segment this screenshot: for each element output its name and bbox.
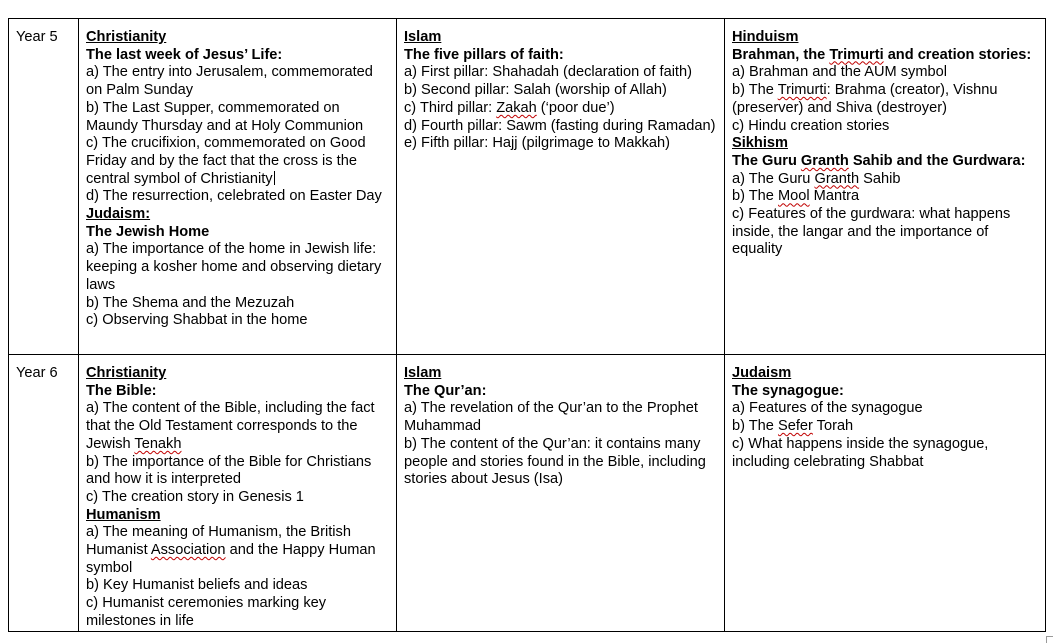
topic-heading: The five pillars of faith: (404, 46, 564, 63)
list-item: c) The creation story in Genesis 1 (86, 488, 304, 505)
subject-heading: Islam (404, 365, 442, 381)
topic-heading: The last week of Jesus’ Life: (86, 46, 283, 63)
list-item: b) The Last Supper, commemorated on Maundy Thursday and at Holy Communion (86, 99, 364, 134)
list-item: a) First pillar: Shahadah (declaration of faith) (404, 64, 692, 81)
subject-heading: Christianity (86, 29, 167, 45)
topic-heading: The Jewish Home (86, 223, 210, 240)
spellcheck-word: Sefer (777, 418, 813, 435)
cell-islam-year5[interactable] (397, 19, 725, 355)
topic-heading: Brahman, the Trimurti and creation stories: (732, 46, 1032, 63)
list-item: a) The Guru Granth Sahib (732, 170, 901, 187)
list-item: a) The meaning of Humanism, the British Humanist Association and the Happy Human symbol (86, 524, 376, 576)
list-item: b) The content of the Qur’an: it contains many people and stories found in the Bible, including stories about Jesus (Isa) (404, 435, 706, 488)
cell-christianity-humanism-year6[interactable] (79, 355, 397, 632)
cell-judaism-year6[interactable] (725, 355, 1046, 632)
list-item: b) The Shema and the Mezuzah (86, 294, 295, 311)
text-cursor (274, 171, 275, 185)
spellcheck-word: Tenakh (134, 435, 182, 452)
list-item: c) Observing Shabbat in the home (86, 312, 308, 329)
list-item (86, 135, 390, 188)
list-item: c) Third pillar: Zakah (‘poor due’) (404, 99, 615, 116)
list-item: a) Brahman and the AUM symbol (732, 64, 947, 81)
resize-corner (1046, 636, 1053, 643)
subject-heading: Judaism: (86, 206, 151, 223)
year-cell: Year 6 (9, 355, 79, 632)
list-item: b) The Mool Mantra (732, 188, 860, 205)
topic-heading: The synagogue: (732, 382, 844, 399)
list-item: b) The importance of the Bible for Christians and how it is interpreted (86, 453, 372, 488)
subject-heading: Sikhism (732, 135, 788, 152)
list-item: d) Fourth pillar: Sawm (fasting during Ramadan) (404, 117, 716, 134)
subject-heading: Islam (404, 29, 442, 45)
spellcheck-word: Zakah (496, 99, 537, 116)
list-item: b) The Sefer Torah (732, 418, 854, 435)
subject-heading: Humanism (86, 506, 161, 523)
topic-heading: The Qur’an: (404, 382, 487, 399)
topic-heading: The Guru Granth Sahib and the Gurdwara: (732, 152, 1026, 169)
cell-islam-year6[interactable] (397, 355, 725, 632)
list-item-text: c) The crucifixion, commemorated on Good Friday and by the fact that the cross is the central symbol of Christianity (86, 135, 366, 187)
subject-heading: Christianity (86, 365, 167, 381)
cell-christianity-year5[interactable] (79, 19, 397, 355)
spellcheck-word: Mool (777, 188, 810, 205)
list-item: d) The resurrection, celebrated on Easter Day (86, 188, 382, 205)
list-item: a) The importance of the home in Jewish life: keeping a kosher home and observing dietary laws (86, 241, 382, 293)
spellcheck-word: Trimurti (777, 82, 827, 99)
year-cell: Year 5 (9, 19, 79, 355)
list-item: b) The Trimurti: Brahma (creator), Vishnu (preserver) and Shiva (destroyer) (732, 82, 998, 116)
spellcheck-word: Granth (800, 152, 849, 169)
curriculum-table (8, 18, 1046, 632)
list-item: a) The content of the Bible, including the fact that the Old Testament corresponds to the Jewish Tenakh (86, 400, 375, 452)
list-item: c) What happens inside the synagogue, including celebrating Shabbat (732, 435, 989, 470)
list-item: c) Humanist ceremonies marking key milestones in life (86, 595, 327, 629)
subject-heading: Judaism (732, 365, 792, 381)
table-row-year6 (9, 355, 1046, 632)
list-item: c) Hindu creation stories (732, 117, 890, 134)
subject-heading: Hinduism (732, 29, 799, 45)
topic-heading: The Bible: (86, 382, 157, 399)
list-item: b) Second pillar: Salah (worship of Allah) (404, 82, 667, 99)
list-item: c) Features of the gurdwara: what happens inside, the langar and the importance of equality (732, 206, 1011, 258)
list-item: e) Fifth pillar: Hajj (pilgrimage to Makkah) (404, 135, 671, 152)
table-row-year5 (9, 19, 1046, 355)
spellcheck-word: Granth (814, 170, 860, 187)
list-item: a) The revelation of the Qur’an to the Prophet Muhammad (404, 400, 698, 435)
list-item: a) Features of the synagogue (732, 400, 923, 417)
list-item: a) The entry into Jerusalem, commemorated on Palm Sunday (86, 64, 373, 99)
cell-hinduism-sikhism-year5[interactable] (725, 19, 1046, 355)
spellcheck-word: Trimurti (829, 46, 884, 63)
spellcheck-word: Association (150, 542, 226, 559)
list-item: b) Key Humanist beliefs and ideas (86, 577, 308, 594)
